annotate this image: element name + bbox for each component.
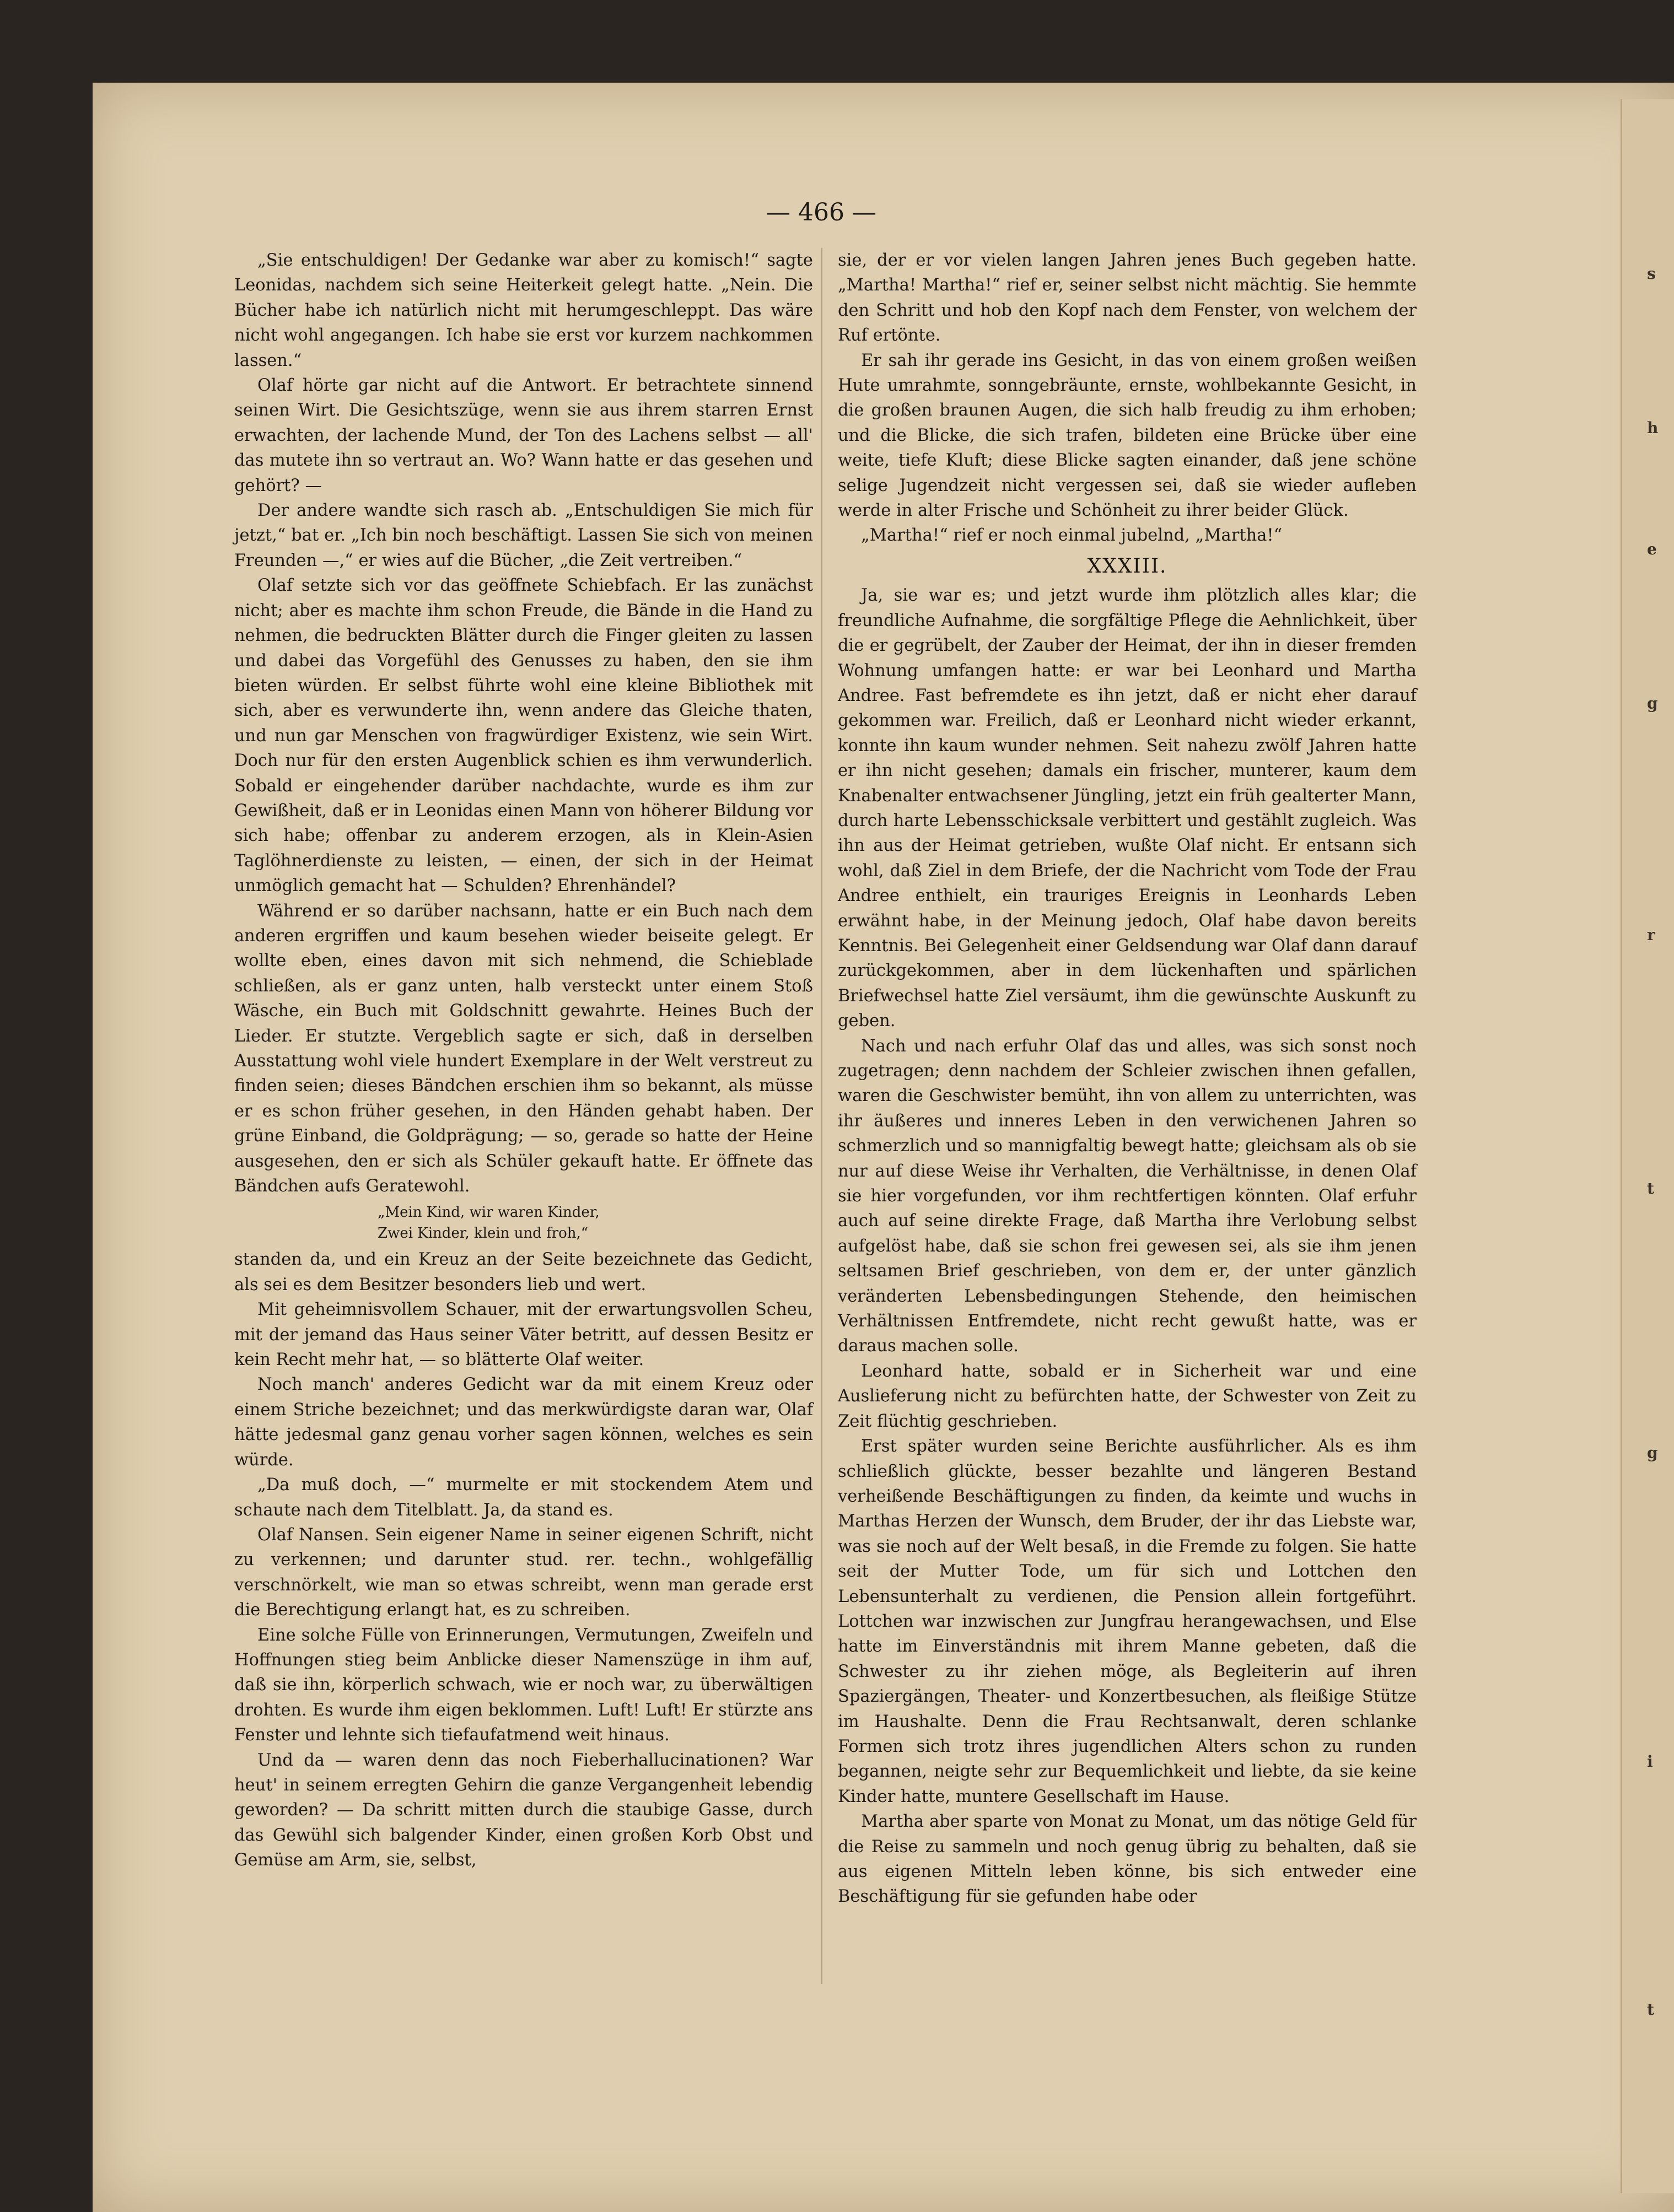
edge-glyph: r xyxy=(1647,926,1655,944)
left-column xyxy=(234,248,813,1873)
edge-glyph: h xyxy=(1647,419,1659,437)
verse-line: Zwei Kinder, klein und froh,“ xyxy=(378,1225,589,1242)
paragraph: Martha aber sparte von Monat zu Monat, um das nötige Geld für die Reise zu sammeln und noch genug übrig zu behalten, daß sie aus eigenen Mitteln leben könne, bis sich entweder eine Beschäftigung für sie gefunden habe oder xyxy=(838,1812,1417,1907)
paragraph: Leonhard hatte, sobald er in Sicherheit war und eine Auslieferung nicht zu befürchten hatte, der Schwester von Zeit zu Zeit flüchtig geschrieben. xyxy=(838,1361,1417,1431)
edge-glyph: t xyxy=(1647,1179,1654,1197)
paragraph: „Sie entschuldigen! Der Gedanke war aber zu komisch!“ sagte Leonidas, nachdem sich seine Heiterkeit gelegt hatte. „Nein. Die Bücher habe ich natürlich nicht mit herumgeschleppt. Das wäre nicht wohl angegangen. Ich habe sie erst vor kurzem nachkommen lassen.“ xyxy=(234,251,813,370)
poem-quote xyxy=(378,1202,813,1244)
paragraph: Noch manch' anderes Gedicht war da mit einem Kreuz oder einem Striche bezeichnet; und das merkwürdigste daran war, Olaf hätte jedesmal ganz genau vorher sagen können, welches es sein würde. xyxy=(234,1375,813,1470)
paragraph: Mit geheimnisvollem Schauer, mit der erwartungsvollen Scheu, mit der jemand das Haus seiner Väter betritt, auf dessen Besitz er kein Recht mehr hat, — so blätterte Olaf weiter. xyxy=(234,1300,813,1370)
paragraph: Olaf hörte gar nicht auf die Antwort. Er betrachtete sinnend seinen Wirt. Die Gesichtszüge, wenn sie aus ihrem starren Ernst erwachten, der lachende Mund, der Ton des Lachens selbst — all' das mutete ihn so vertraut an. Wo? Wann hatte er das gesehen und gehört? — xyxy=(234,376,813,495)
column-divider xyxy=(821,248,822,1984)
edge-glyph: i xyxy=(1647,1752,1653,1771)
paragraph: Er sah ihr gerade ins Gesicht, in das von einem großen weißen Hute umrahmte, sonngebräunte, ernste, wohlbekannte Gesicht, in die großen braunen Augen, die sich halb freudig zu ihm erhoben; und die Blicke, die sich trafen, bildeten eine Brücke über eine weite, tiefe Kluft; diese Blicke sagten einander, daß jene schöne selige Jugendzeit nicht vergessen sei, daß sie wieder aufleben werde in alter Frische und Schönheit zu ihrer beider Glück. xyxy=(838,350,1417,521)
adjacent-page-edge xyxy=(1621,99,1674,2193)
paragraph: „Martha!“ rief er noch einmal jubelnd, „Martha!“ xyxy=(861,526,1283,546)
edge-glyph: t xyxy=(1647,2000,1654,2019)
paragraph: Ja, sie war es; und jetzt wurde ihm plötzlich alles klar; die freundliche Aufnahme, die sorgfältige Pflege die Aehnlichkeit, über die er gegrübelt, der Zauber der Heimat, der ihn in dieser fremden Wohnung umfangen hatte: er war bei Leonhard und Martha Andree. Fast befremdete es ihn jetzt, daß er nicht eher darauf gekommen war. Freilich, daß er Leonhard nicht wieder erkannt, konnte ihn kaum wunder nehmen. Seit nahezu zwölf Jahren hatte er ihn nicht gesehen; damals ein frischer, munterer, kaum dem Knabenalter entwachsener Jüngling, jetzt ein früh gealterter Mann, durch harte Lebensschicksale verbittert und gestählt zugleich. Was ihn aus der Heimat getrieben, wußte Olaf nicht. Er entsann sich wohl, daß Ziel in dem Briefe, der die Nachricht vom Tode der Frau Andree enthielt, ein trauriges Ereignis in Leonhards Leben erwähnt habe, in der Meinung jedoch, Olaf habe davon bereits Kenntnis. Bei Gelegenheit einer Geldsendung war Olaf dann darauf zurückgekommen, aber in dem lückenhaften und spärlichen Briefwechsel hatte Ziel versäumt, ihm die gewünschte Auskunft zu geben. xyxy=(838,586,1417,1031)
paragraph: Olaf setzte sich vor das geöffnete Schiebfach. Er las zunächst nicht; aber es machte ihm schon Freude, die Bände in die Hand zu nehmen, die bedruckten Blätter durch die Finger gleiten zu lassen und dabei das Vorgefühl des Genusses zu haben, den sie ihm bieten würden. Er selbst führte wohl eine kleine Bibliothek mit sich, aber es verwunderte ihn, wenn andere das Gleiche thaten, und nun gar Menschen von fragwürdiger Existenz, wie sein Wirt. Doch nur für den ersten Augenblick schien es ihm verwunderlich. Sobald er eingehender darüber nachdachte, wurde es ihm zur Gewißheit, daß er in Leonidas einen Mann von höherer Bildung vor sich habe; offenbar zu anderem erzogen, als in Klein-Asien Taglöhnerdienste zu leisten, — einen, der sich in der Heimat unmöglich gemacht hat — Schulden? Ehrenhändel? xyxy=(234,576,813,896)
verse-line: „Mein Kind, wir waren Kinder, xyxy=(378,1204,600,1221)
chapter-heading: XXXIII. xyxy=(1087,554,1167,578)
paragraph: standen da, und ein Kreuz an der Seite bezeichnete das Gedicht, als sei es dem Besitzer besonders lieb und wert. xyxy=(234,1250,813,1294)
page-number: — 466 — xyxy=(766,198,876,226)
paragraph: Nach und nach erfuhr Olaf das und alles, was sich sonst noch zugetragen; denn nachdem der Schleier zwischen ihnen gefallen, waren die Geschwister bemüht, ihn von allem zu unterrichten, was ihr äußeres und inneres Leben in den verwichenen Jahren so schmerzlich und so mannigfaltig bewegt hatte; gleichsam als ob sie nur auf diese Weise ihr Verhalten, die Verhältnisse, in denen Olaf sie hier vorgefunden, vor ihm rechtfertigen könnten. Olaf erfuhr auch auf seine direkte Frage, daß Martha ihre Verlobung selbst aufgelöst habe, daß sie schon frei gewesen sei, als sie ihm jenen seltsamen Brief geschrieben, von dem er, der unter gänzlich veränderten Lebensbedingungen Stehende, den heimischen Verhältnissen Entfremdete, nicht recht gewußt hatte, was er daraus machen solle. xyxy=(838,1036,1417,1356)
paragraph: Olaf Nansen. Sein eigener Name in seiner eigenen Schrift, nicht zu verkennen; und darunter stud. rer. techn., wohlgefällig verschnörkelt, wie man so etwas schreibt, wenn man gerade erst die Berechtigung erlangt hat, es zu schreiben. xyxy=(234,1525,813,1620)
paragraph: sie, der er vor vielen langen Jahren jenes Buch gegeben hatte. „Martha! Martha!“ rief er, seiner selbst nicht mächtig. Sie hemmte den Schritt und hob den Kopf nach dem Fenster, von welchem der Ruf ertönte. xyxy=(838,251,1417,346)
paragraph: Der andere wandte sich rasch ab. „Entschuldigen Sie mich für jetzt,“ bat er. „Ich bin noch beschäftigt. Lassen Sie sich von meinen Freunden —,“ er wies auf die Bücher, „die Zeit vertreiben.“ xyxy=(234,501,813,570)
edge-glyph: g xyxy=(1647,1444,1658,1462)
paragraph: Erst später wurden seine Berichte ausführlicher. Als es ihm schließlich glückte, besser bezahlte und längeren Bestand verheißende Beschäftigungen zu finden, da keimte und wuchs in Marthas Herzen der Wunsch, dem Bruder, der ihr das Liebste war, was sie noch auf der Welt besaß, in die Fremde zu folgen. Sie hatte seit der Mutter Tode, um für sich und Lottchen den Lebensunterhalt zu verdienen, die Pension allein fortgeführt. Lottchen war inzwischen zur Jungfrau herangewachsen, und Else hatte im Einverständnis mit ihrem Manne gebeten, daß die Schwester zu ihr ziehen möge, als Begleiterin auf ihren Spaziergängen, Theater- und Konzertbesuchen, als fleißige Stütze im Haushalte. Denn die Frau Rechtsanwalt, deren schlanke Formen sich trotz ihres jugendlichen Alters schon zu runden begannen, neigte sehr zur Bequemlichkeit und liebte, da sie keine Kinder hatte, muntere Gesellschaft im Hause. xyxy=(838,1437,1417,1806)
edge-glyph: e xyxy=(1647,540,1657,558)
paragraph: Und da — waren denn das noch Fieberhallucinationen? War heut' in seinem erregten Gehirn die ganze Vergangenheit lebendig geworden? — Da schritt mitten durch die staubige Gasse, durch das Gewühl sich balgender Kinder, einen großen Korb Obst und Gemüse am Arm, sie, selbst, xyxy=(234,1750,813,1870)
right-column xyxy=(838,248,1417,1909)
paragraph: „Da muß doch, —“ murmelte er mit stockendem Atem und schaute nach dem Titelblatt. Ja, da stand es. xyxy=(234,1475,813,1520)
paragraph: Während er so darüber nachsann, hatte er ein Buch nach dem anderen ergriffen und kaum besehen wieder beiseite gelegt. Er wollte eben, eines davon mit sich nehmend, die Schieblade schließen, als er ganz unten, halb versteckt unter einem Stoß Wäsche, ein Buch mit Goldschnitt gewahrte. Heines Buch der Lieder. Er stutzte. Vergeblich sagte er sich, daß in derselben Ausstattung wohl viele hundert Exemplare in der Welt verstreut zu finden seien; dieses Bändchen erschien ihm so bekannt, als müsse er es schon früher gesehen, in den Händen gehabt haben. Der grüne Einband, die Goldprägung; — so, gerade so hatte der Heine ausgesehen, den er sich als Schüler gekauft hatte. Er öffnete das Bändchen aufs Geratewohl. xyxy=(234,901,813,1196)
edge-glyph: g xyxy=(1647,694,1658,713)
paragraph: Eine solche Fülle von Erinnerungen, Vermutungen, Zweifeln und Hoffnungen stieg beim Anblicke dieser Namenszüge in ihm auf, daß sie ihn, körperlich schwach, wie er noch war, zu überwältigen drohten. Es wurde ihm eigen beklommen. Luft! Luft! Er stürzte ans Fenster und lehnte sich tiefaufatmend weit hinaus. xyxy=(234,1625,813,1745)
edge-glyph: s xyxy=(1647,265,1656,283)
